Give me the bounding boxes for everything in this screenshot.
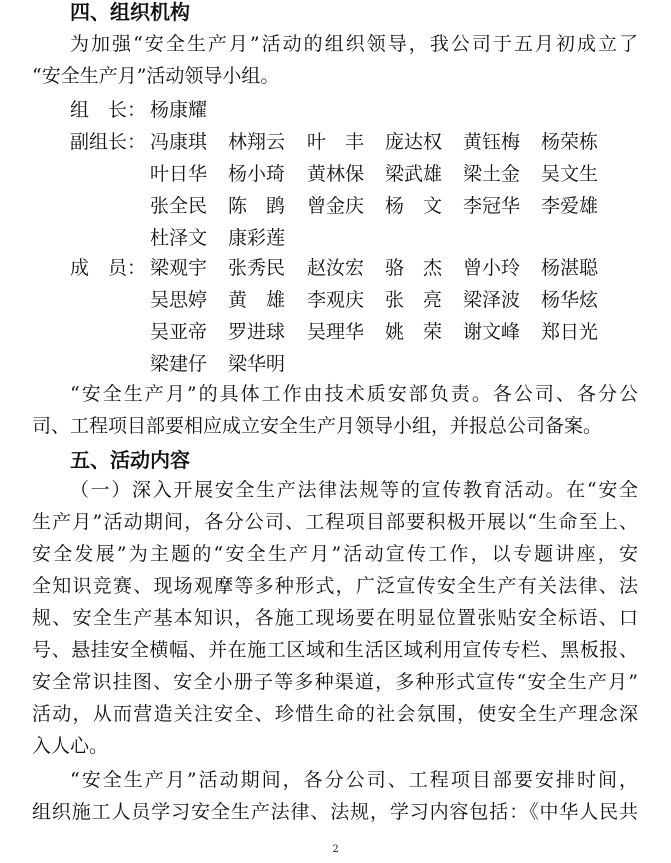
person-name: 李观庆 — [307, 289, 365, 311]
person-name: 李爱雄 — [541, 195, 599, 217]
person-name: 杨 文 — [385, 195, 443, 217]
paragraph-line: 入人心。 — [32, 735, 109, 757]
paragraph-line: 安全发展”为主题的“安全生产月”活动宣传工作，以专题讲座，安 — [32, 543, 638, 565]
person-name: 黄 雄 — [228, 289, 286, 311]
person-name: 赵汝宏 — [307, 257, 365, 279]
paragraph-activities-two — [32, 764, 638, 828]
paragraph-line: “安全生产月”的具体工作由技术质安部负责。各公司、各分公 — [70, 383, 638, 405]
person-name: 张全民 — [150, 195, 208, 217]
paragraph-organization-intro — [32, 28, 638, 92]
person-name: 杨华炫 — [541, 289, 599, 311]
section-heading-organization: 四、组织机构 — [70, 0, 190, 24]
person-name: 谢文峰 — [463, 321, 521, 343]
paragraph-line: 全知识竞赛、现场观摩等多种形式，广泛宣传安全生产有关法律、法 — [32, 575, 638, 597]
paragraph-line: 生产月”活动期间，各分公司、工程项目部要积极开展以“生命至上、 — [32, 511, 638, 533]
page-number: 2 — [332, 844, 339, 855]
paragraph-line: 为加强“安全生产月”活动的组织领导，我公司于五月初成立了 — [70, 33, 638, 55]
person-name: 曾金庆 — [307, 195, 365, 217]
person-name: 杜泽文 — [150, 227, 208, 249]
person-name: 梁建仔 — [150, 353, 208, 375]
person-name: 冯康琪 — [150, 131, 208, 153]
person-name: 杨湛聪 — [541, 257, 599, 279]
person-name: 杨小琦 — [228, 163, 286, 185]
person-name: 杨荣栋 — [541, 131, 599, 153]
paragraph-line: “安全生产月”活动领导小组。 — [32, 65, 280, 87]
person-name: 梁泽波 — [463, 289, 521, 311]
paragraph-line: 活动，从而营造关注安全、珍惜生命的社会氛围，使安全生产理念深 — [32, 703, 638, 725]
deputy-label: 副组长： — [70, 131, 147, 153]
person-name: 梁土金 — [463, 163, 521, 185]
person-name: 吴理华 — [307, 321, 365, 343]
person-name: 叶 丰 — [307, 131, 365, 153]
member-label: 成 员： — [70, 257, 147, 279]
paragraph-line: 规、安全生产基本知识，各施工现场要在明显位置张贴安全标语、口 — [32, 607, 638, 629]
person-name: 黄钰梅 — [463, 131, 521, 153]
paragraph-line: 安全常识挂图、安全小册子等多种渠道，多种形式宣传“安全生产月” — [32, 671, 638, 693]
paragraph-line: 组织施工人员学习安全生产法律、法规，学习内容包括：《中华人民共 — [32, 801, 638, 823]
leader-label: 组 长： — [70, 99, 147, 121]
person-name: 康彩莲 — [228, 227, 286, 249]
person-name: 庞达权 — [385, 131, 443, 153]
person-name: 林翔云 — [228, 131, 286, 153]
person-name: 郑日光 — [541, 321, 599, 343]
leader-name: 杨康耀 — [150, 99, 208, 121]
person-name: 曾小玲 — [463, 257, 521, 279]
paragraph-line: 司、工程项目部要相应成立安全生产月领导小组，并报总公司备案。 — [32, 415, 603, 437]
person-name: 梁武雄 — [385, 163, 443, 185]
person-name: 吴思婷 — [150, 289, 208, 311]
paragraph-responsibility — [32, 378, 638, 442]
paragraph-line: （一）深入开展安全生产法律法规等的宣传教育活动。在“安全 — [70, 479, 638, 501]
person-name: 梁观宇 — [150, 257, 208, 279]
person-name: 张秀民 — [228, 257, 286, 279]
person-name: 骆 杰 — [385, 257, 443, 279]
person-name: 李冠华 — [463, 195, 521, 217]
person-name: 黄林保 — [307, 163, 365, 185]
paragraph-activities-one — [32, 474, 638, 762]
person-name: 罗进球 — [228, 321, 286, 343]
person-name: 张 亮 — [385, 289, 443, 311]
person-name: 吴亚帝 — [150, 321, 208, 343]
person-name: 吴文生 — [541, 163, 599, 185]
person-name: 姚 荣 — [385, 321, 443, 343]
section-heading-activities: 五、活动内容 — [70, 448, 190, 472]
paragraph-line: “安全生产月”活动期间，各分公司、工程项目部要安排时间， — [70, 769, 638, 791]
person-name: 梁华明 — [228, 353, 286, 375]
person-name: 叶日华 — [150, 163, 208, 185]
paragraph-line: 号、悬挂安全横幅、并在施工区域和生活区域利用宣传专栏、黑板报、 — [32, 639, 638, 661]
person-name: 陈 鹍 — [228, 195, 286, 217]
